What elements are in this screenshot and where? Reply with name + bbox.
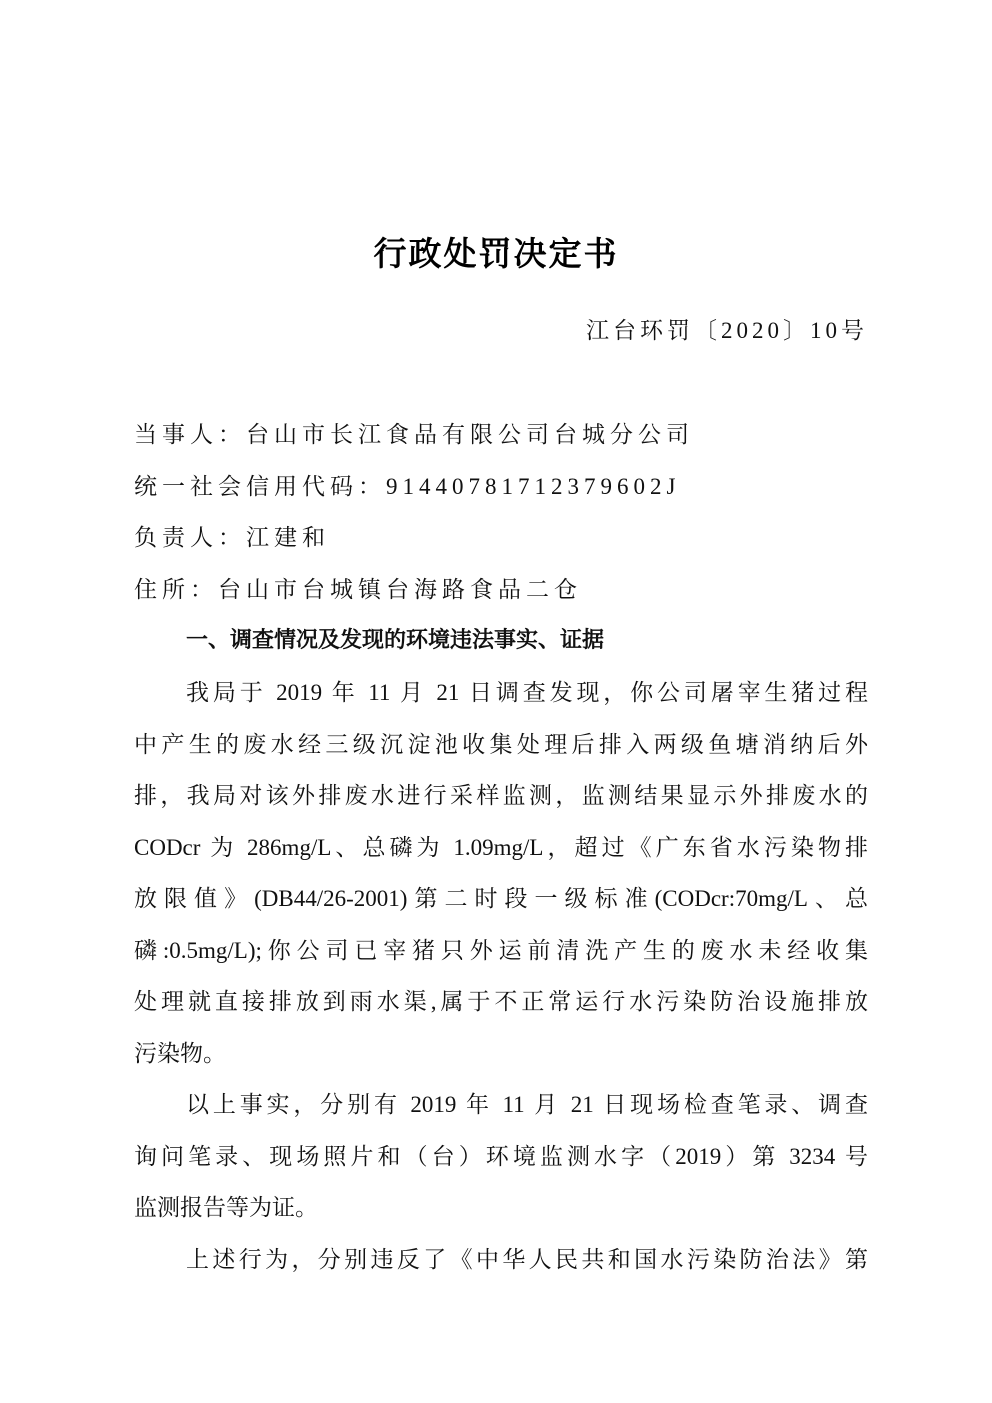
party-name: 当事人：台山市长江食品有限公司台城分公司 (134, 422, 694, 447)
paragraph-line: 处理就直接排放到雨水渠,属于不正常运行水污染防治设施排放 (134, 989, 868, 1014)
responsible-person: 负责人：江建和 (134, 525, 330, 550)
paragraph-line: 询问笔录、现场照片和（台）环境监测水字（2019）第 3234 号 (134, 1144, 868, 1169)
paragraph-line: 中产生的废水经三级沉淀池收集处理后排入两级鱼塘消纳后外 (134, 732, 868, 757)
paragraph-line: 以上事实，分别有 2019 年 11 月 21 日现场检查笔录、调查 (186, 1092, 868, 1117)
paragraph-line: 监测报告等为证。 (134, 1195, 318, 1220)
document-title: 行政处罚决定书 (373, 234, 619, 273)
paragraph-line: 我局于 2019 年 11 月 21 日调查发现，你公司屠宰生猪过程 (186, 680, 868, 705)
credit-code: 统一社会信用代码：91440781712379602J (134, 474, 681, 499)
paragraph-line: 排，我局对该外排废水进行采样监测，监测结果显示外排废水的 (134, 783, 868, 808)
paragraph-line: 上述行为，分别违反了《中华人民共和国水污染防治法》第 (186, 1247, 868, 1272)
paragraph-line: 污染物。 (134, 1041, 226, 1066)
document-number: 江台环罚〔2020〕10号 (586, 318, 868, 343)
paragraph-line: 放限值》(DB44/26-2001)第二时段一级标准(CODcr:70mg/L、总 (134, 886, 868, 911)
paragraph-line: 磷:0.5mg/L);你公司已宰猪只外运前清洗产生的废水未经收集 (134, 938, 868, 963)
section-heading-investigation: 一、调查情况及发现的环境违法事实、证据 (186, 628, 605, 653)
paragraph-line: CODcr 为 286mg/L、总磷为 1.09mg/L，超过《广东省水污染物排 (134, 835, 868, 860)
address: 住所：台山市台城镇台海路食品二仓 (134, 577, 582, 602)
